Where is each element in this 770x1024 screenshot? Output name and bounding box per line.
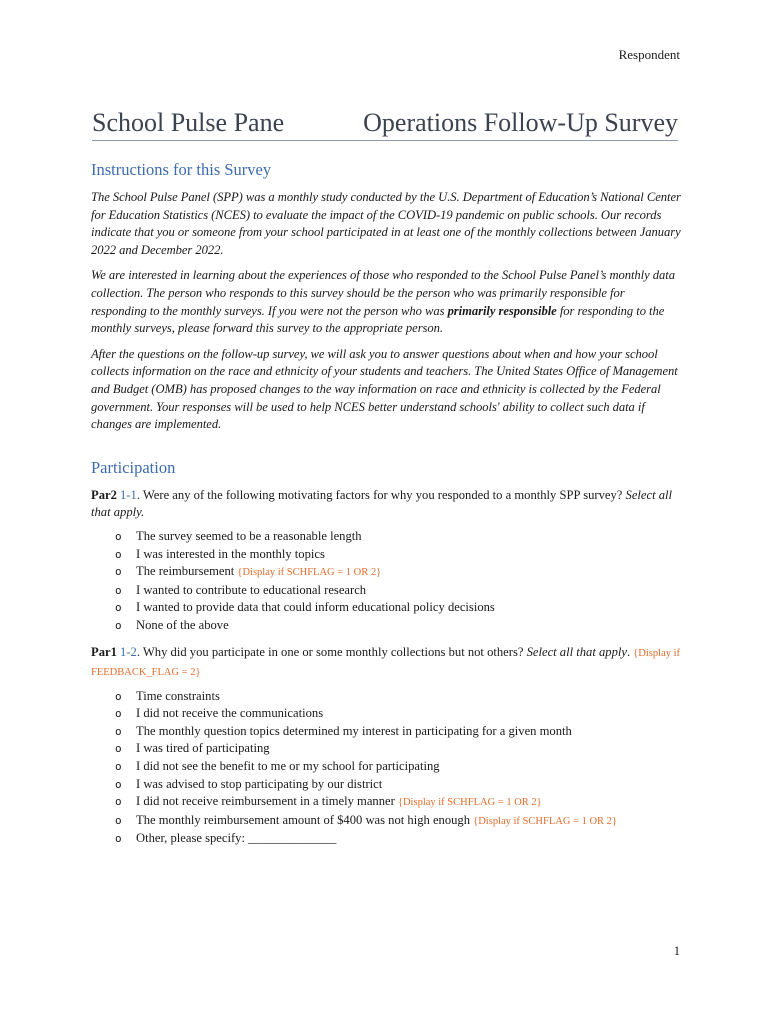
answer-option-label: I did not receive the communications	[136, 706, 324, 721]
answer-option[interactable]	[115, 546, 681, 564]
answer-option[interactable]	[115, 563, 681, 582]
display-condition: {Display if FEEDBACK_FLAG = 2}	[91, 648, 681, 679]
answer-option[interactable]	[115, 723, 681, 741]
answer-option-label: I was interested in the monthly topics	[136, 546, 325, 561]
answer-option-label: Time constraints	[136, 688, 220, 703]
radio-circle-icon: o	[115, 583, 122, 597]
radio-circle-icon: o	[115, 777, 122, 791]
answer-option-label: I did not see the benefit to me or my school for participating	[136, 759, 440, 774]
answer-option[interactable]	[115, 617, 681, 635]
radio-circle-icon: o	[115, 795, 122, 809]
question-instruction: Select all that apply	[526, 645, 627, 660]
answer-option-label: I did not receive reimbursement in a timely manner	[136, 794, 398, 809]
question-period: .	[626, 645, 634, 660]
instructions-heading: Instructions for this Survey	[91, 160, 272, 179]
radio-circle-icon: o	[115, 547, 122, 561]
question-1-2	[91, 644, 681, 681]
question-1-1	[91, 487, 681, 522]
answer-option[interactable]	[115, 776, 681, 794]
answer-option-label: I wanted to provide data that could inform educational policy decisions	[136, 600, 495, 615]
answer-option-label: I wanted to contribute to educational research	[136, 582, 367, 597]
answer-option[interactable]	[115, 830, 681, 848]
radio-circle-icon: o	[115, 529, 122, 543]
radio-circle-icon: o	[115, 618, 122, 632]
question-1-2-options	[91, 688, 681, 848]
answer-option[interactable]	[115, 758, 681, 776]
display-condition: {Display if SCHFLAG = 1 OR 2}	[237, 567, 382, 579]
title-left: School Pulse Pane	[92, 108, 285, 137]
radio-circle-icon: o	[115, 813, 122, 827]
radio-circle-icon: o	[115, 724, 122, 738]
question-text: . Why did you participate in one or some monthly collections but not others?	[136, 645, 527, 660]
intro-p2-text-b: for responding to the monthly surveys, please forward this survey to the appropriate person.	[91, 303, 665, 336]
display-condition: {Display if SCHFLAG = 1 OR 2}	[397, 797, 542, 809]
answer-option[interactable]	[115, 812, 681, 831]
answer-option[interactable]	[115, 793, 681, 812]
document-body	[91, 160, 681, 858]
respondent-label: Respondent	[618, 47, 680, 62]
answer-option[interactable]	[115, 528, 681, 546]
radio-circle-icon: o	[115, 565, 122, 579]
radio-circle-icon: o	[115, 689, 122, 703]
intro-p2-bold: primarily responsible	[447, 303, 557, 318]
answer-option-label: None of the above	[136, 617, 229, 632]
question-instruction: Select all that apply.	[91, 487, 673, 520]
title-right: Operations Follow-Up Survey	[363, 108, 678, 137]
question-1-1-options	[91, 528, 681, 635]
answer-option-label: I was tired of participating	[136, 741, 270, 756]
intro-paragraph-2	[91, 267, 681, 337]
answer-option-label: The survey seemed to be a reasonable length	[136, 528, 362, 543]
radio-circle-icon: o	[115, 601, 122, 615]
radio-circle-icon: o	[115, 707, 122, 721]
question-number: 1-1	[120, 487, 137, 502]
radio-circle-icon: o	[115, 832, 122, 846]
answer-option-label: The reimbursement	[136, 564, 238, 579]
radio-circle-icon: o	[115, 742, 122, 756]
answer-option-label: The monthly question topics determined my interest in participating for a given month	[136, 723, 572, 738]
answer-option-label: The monthly reimbursement amount of $400 was not high enough	[136, 812, 474, 827]
answer-option[interactable]	[115, 688, 681, 706]
answer-option[interactable]	[115, 740, 681, 758]
intro-paragraph-3: After the questions on the follow-up survey, we will ask you to answer questions about when and how your school collects information on the race and ethnicity of your students and teachers. The United States Office of Management and Budget (OMB) has proposed changes to the way information on race and ethnicity is collected by the Federal government. Your responses will be used to help NCES better understand schools' ability to collect such data if changes are implemented.	[91, 346, 678, 432]
question-text: . Were any of the following motivating factors for why you responded to a monthly SPP survey?	[136, 487, 626, 502]
display-condition: {Display if SCHFLAG = 1 OR 2}	[473, 815, 617, 827]
question-id: Par1	[91, 645, 117, 660]
participation-heading: Participation	[91, 457, 176, 477]
answer-option[interactable]	[115, 582, 681, 600]
answer-option[interactable]	[115, 599, 681, 617]
document-title	[92, 108, 678, 141]
radio-circle-icon: o	[115, 760, 122, 774]
intro-p2-text-a: We are interested in learning about the experiences of those who responded to the School Pulse Panel’s monthly data collection. The person who responds to this survey should be the person who was primarily responsible for responding to the monthly surveys. If you were not the person who was	[91, 268, 675, 318]
answer-option-label: Other, please specify: ______________	[136, 831, 337, 846]
question-id: Par2	[91, 487, 117, 502]
page-number: 1	[673, 944, 680, 958]
answer-option[interactable]	[115, 705, 681, 723]
question-number: 1-2	[120, 645, 137, 660]
intro-paragraph-1: The School Pulse Panel (SPP) was a monthly study conducted by the U.S. Department of Education’s National Center for Education Statistics (NCES) to evaluate the impact of the COVID-19 pandemic on public schools. Our records indicate that you or someone from your school participated in at least one of the monthly collections between January 2022 and December 2022.	[91, 190, 681, 257]
answer-option-label: I was advised to stop participating by our district	[136, 776, 383, 791]
